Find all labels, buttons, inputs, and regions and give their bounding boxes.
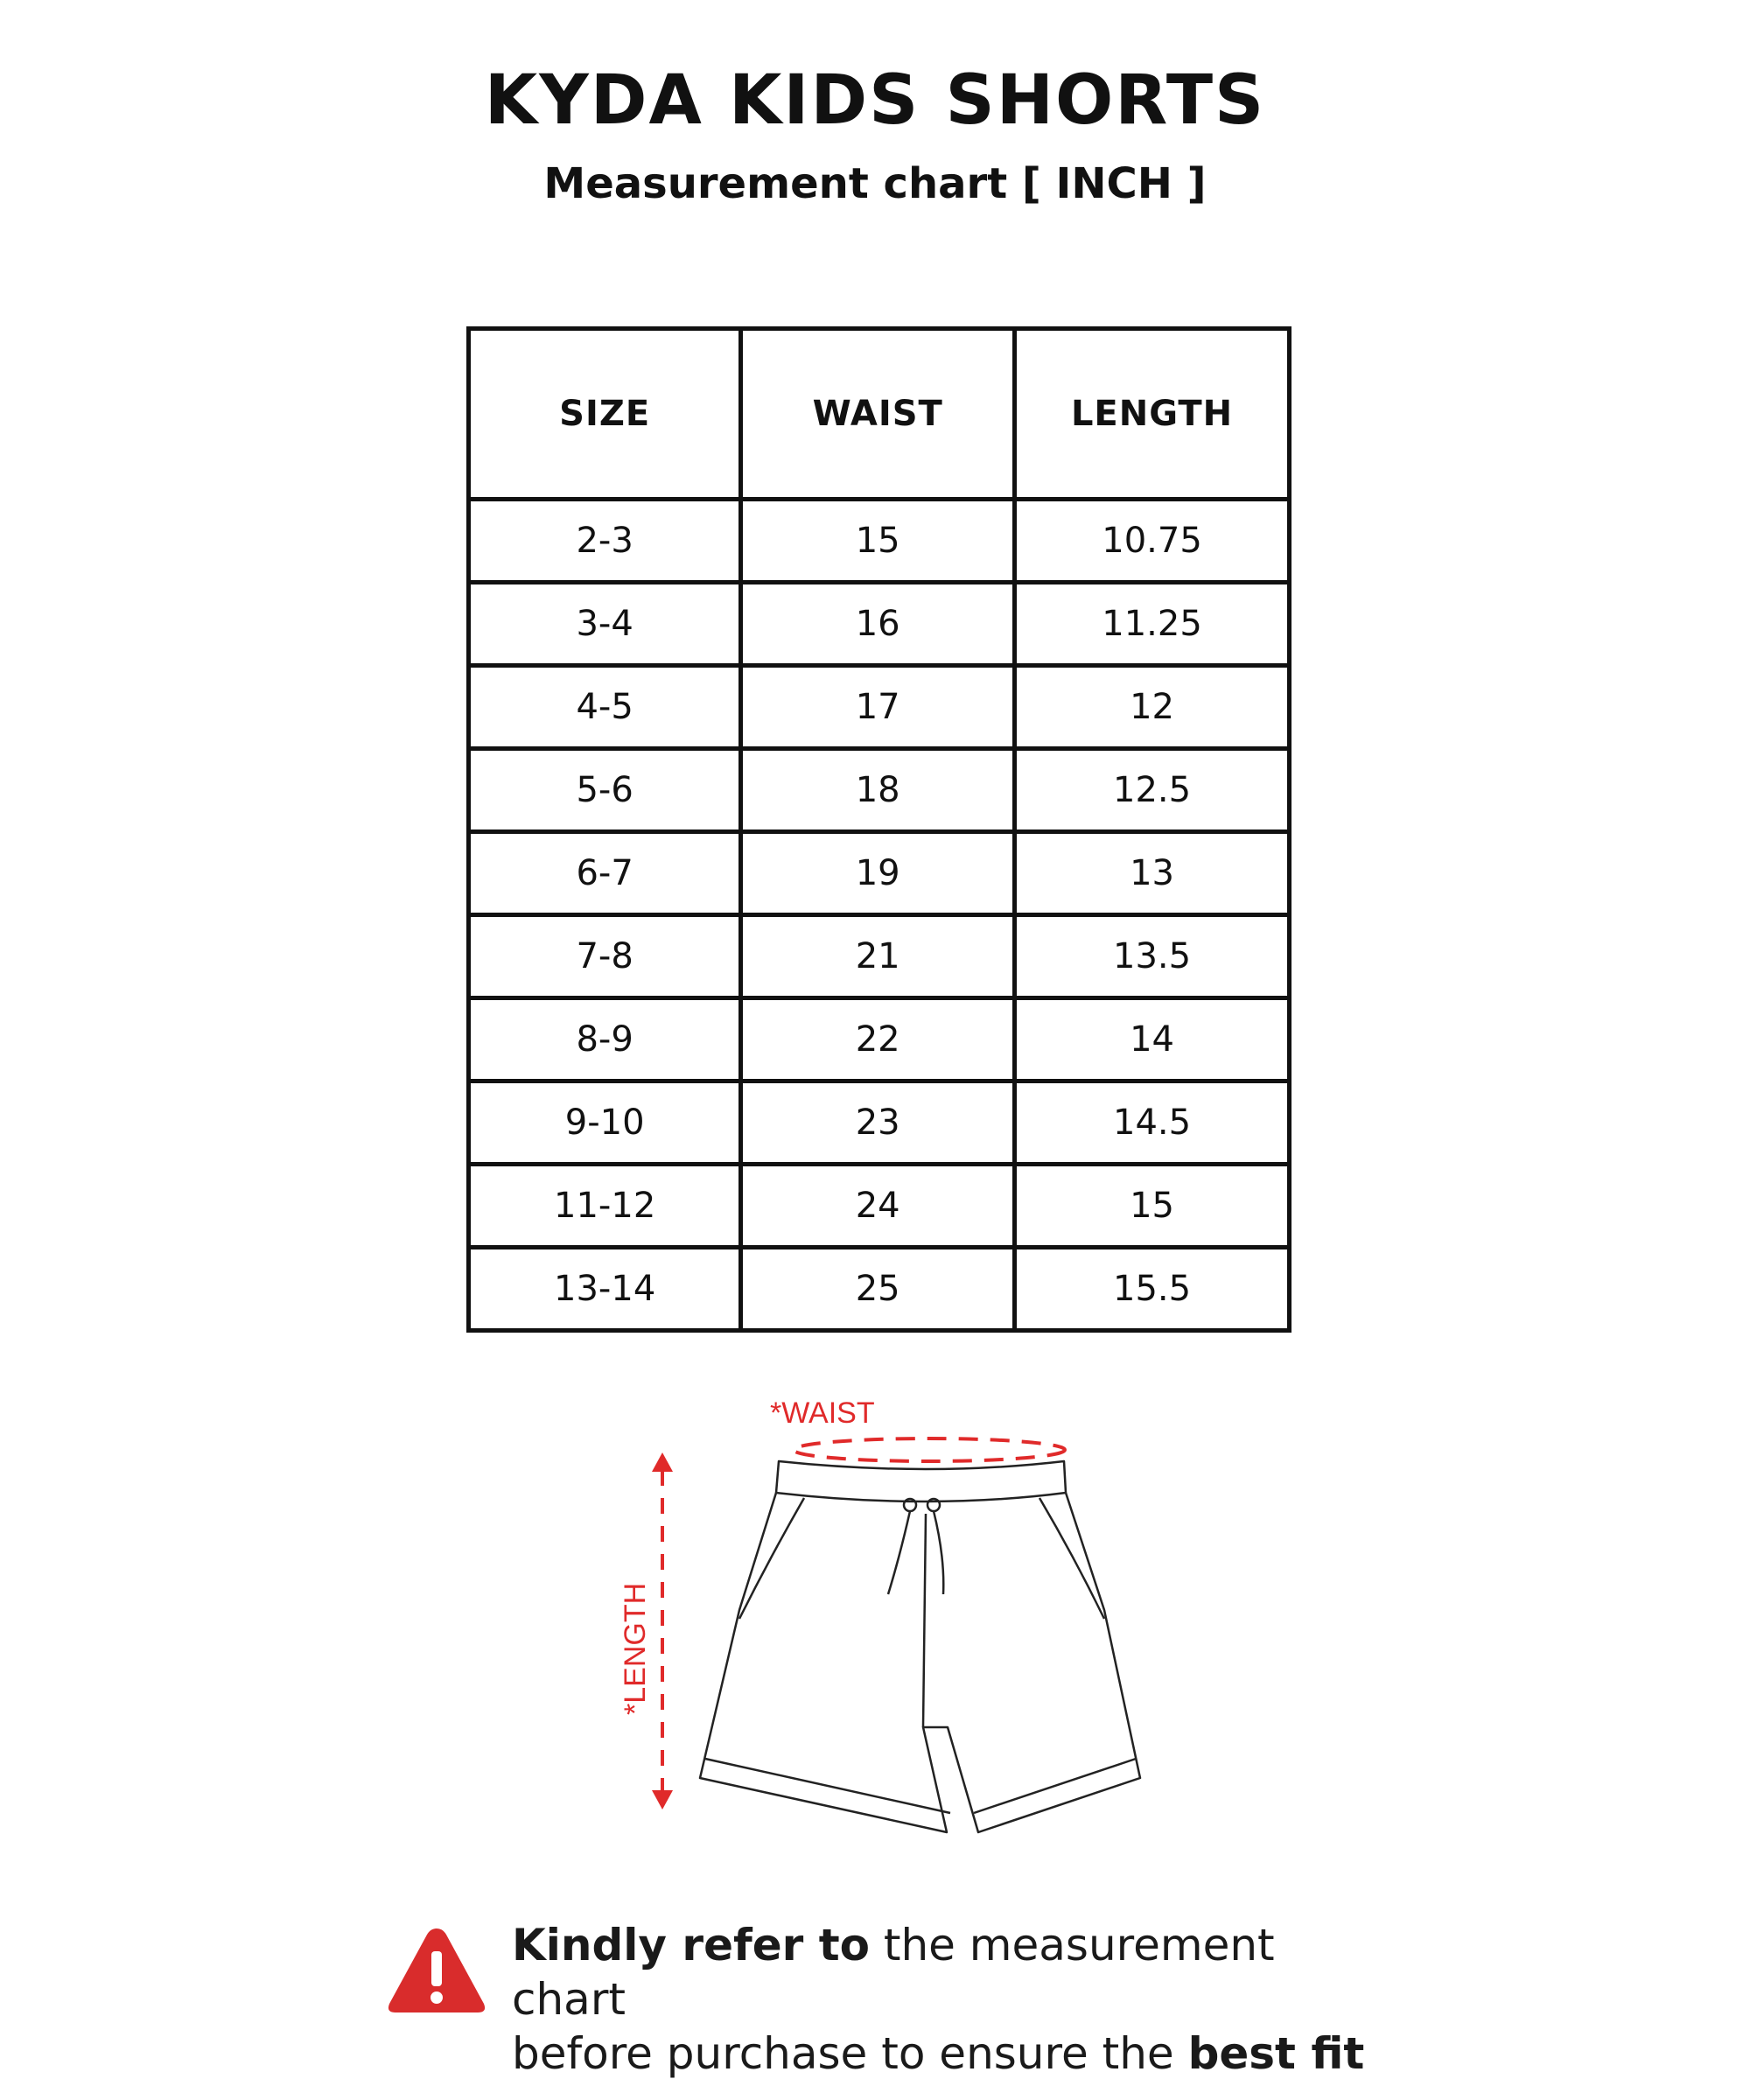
cell-size: 4-5 [469,666,741,749]
length-measure-arrow [652,1452,673,1810]
table-row [469,1165,1290,1248]
cell-waist: 18 [741,749,1015,832]
cell-waist: 19 [741,832,1015,915]
cell-waist: 22 [741,998,1015,1082]
cell-length: 14 [1015,998,1290,1082]
table-row [469,500,1290,583]
header-waist: WAIST [741,329,1015,500]
length-label: *LENGTH [619,1582,652,1715]
waist-measure-line [794,1438,1065,1461]
cell-size: 9-10 [469,1082,741,1165]
table-header-row [469,329,1290,500]
shorts-icon [700,1461,1140,1832]
page-subtitle: Measurement chart [ INCH ] [543,159,1207,208]
cell-length: 15 [1015,1165,1290,1248]
page-title: KYDA KIDS SHORTS [484,61,1266,140]
table-row [469,1248,1290,1331]
cell-length: 15.5 [1015,1248,1290,1331]
cell-waist: 25 [741,1248,1015,1331]
cell-waist: 21 [741,915,1015,998]
cell-length: 10.75 [1015,500,1290,583]
cell-length: 12.5 [1015,749,1290,832]
cell-waist: 23 [741,1082,1015,1165]
notice-bold-2: best fit [1187,2028,1365,2079]
cell-waist: 16 [741,583,1015,666]
cell-size: 5-6 [469,749,741,832]
notice-line-2 [512,2026,1387,2081]
table-row [469,998,1290,1082]
table-row [469,666,1290,749]
fit-notice [512,1918,1387,2081]
table-row [469,915,1290,998]
cell-waist: 15 [741,500,1015,583]
cell-length: 12 [1015,666,1290,749]
table-row [469,1082,1290,1165]
measurement-table [466,326,1292,1333]
cell-size: 7-8 [469,915,741,998]
cell-length: 11.25 [1015,583,1290,666]
notice-line-1 [512,1918,1387,2026]
cell-size: 13-14 [469,1248,741,1331]
notice-text-1: the measurement chart [512,1920,1275,2025]
cell-size: 8-9 [469,998,741,1082]
cell-length: 13 [1015,832,1290,915]
cell-size: 3-4 [469,583,741,666]
notice-text-2: before purchase to ensure the [512,2028,1188,2079]
cell-length: 14.5 [1015,1082,1290,1165]
notice-bold-1: Kindly refer to [512,1920,870,1970]
cell-waist: 24 [741,1165,1015,1248]
table-row [469,749,1290,832]
shorts-diagram [0,1382,1750,1855]
header-size: SIZE [469,329,741,500]
cell-length: 13.5 [1015,915,1290,998]
warning-icon [385,1923,488,2018]
cell-size: 11-12 [469,1165,741,1248]
waist-label: *WAIST [770,1396,875,1430]
table-row [469,832,1290,915]
cell-size: 2-3 [469,500,741,583]
header-length: LENGTH [1015,329,1290,500]
cell-size: 6-7 [469,832,741,915]
cell-waist: 17 [741,666,1015,749]
table-row [469,583,1290,666]
